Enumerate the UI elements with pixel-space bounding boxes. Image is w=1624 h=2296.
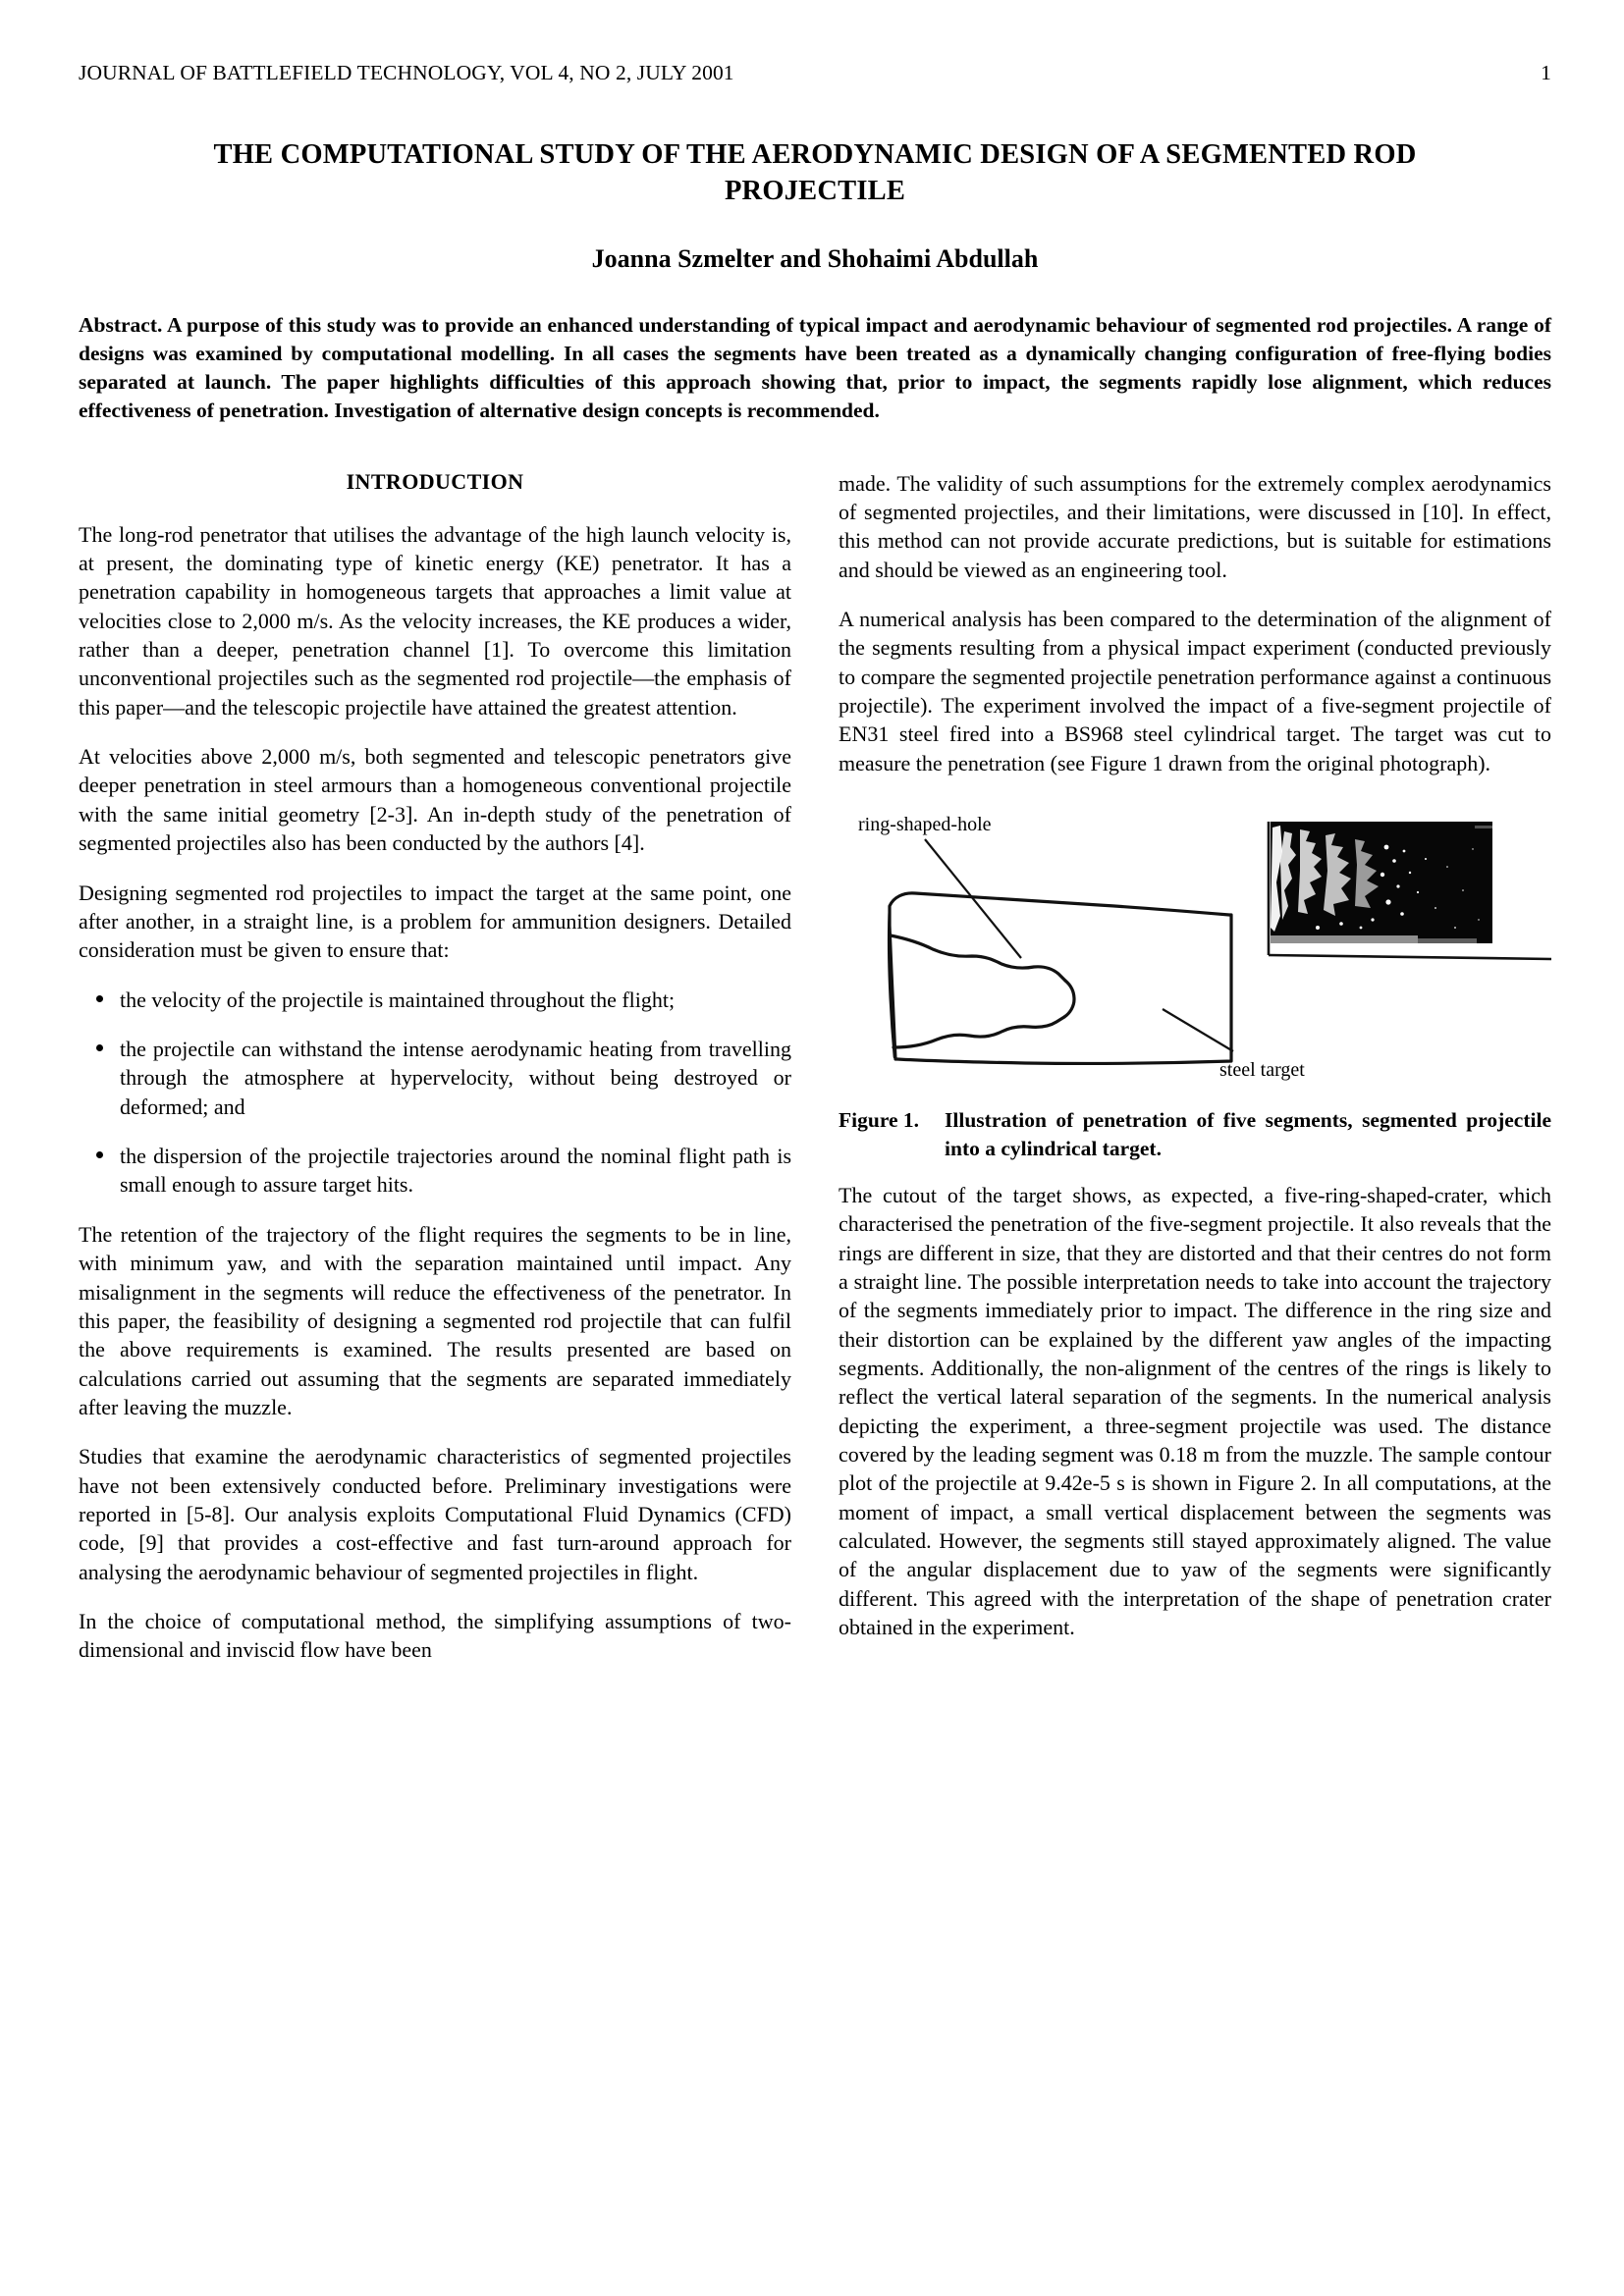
- figure-caption-number: Figure 1.: [839, 1108, 920, 1133]
- figure-label-ring-shaped-hole: ring-shaped-hole: [858, 814, 992, 836]
- page-number: 1: [1541, 61, 1551, 84]
- paragraph: Studies that examine the aerodynamic characteristics of segmented projectiles have not been extensively conducted before. Preliminary investigations were reported in [5-8]. Our analysis exploits Computational Fluid Dynamics (CFD) code, [9] that provides a cost-effective and fast turn-around approach for analysing the aerodynamic behaviour of segmented projectiles in flight.: [79, 1444, 791, 1584]
- figure-label-steel-target: steel target: [1219, 1059, 1305, 1082]
- requirements-bullet-list: [79, 986, 791, 1200]
- paragraph: The retention of the trajectory of the flight requires the segments to be in line, with minimum yaw, and with the separation maintained until impact. Any misalignment in the segments will reduce the effectiveness of the penetrator. In this paper, the feasibility of designing a segmented rod projectile that can fulfil the above requirements is examined. The results presented are based on calculations carried out assuming that the segments are separated immediately after leaving the muzzle.: [79, 1221, 791, 1419]
- list-item: [79, 986, 791, 1014]
- penetration-photograph-inset: [1271, 822, 1492, 943]
- bullet-dot-icon: [96, 1044, 103, 1051]
- figure-1-artwork: [839, 798, 1551, 1093]
- two-column-body: [79, 469, 1551, 1665]
- paragraph: A numerical analysis has been compared to the determination of the alignment of the segments resulting from a physical impact experiment (conducted previously to compare the segmented projectile penetration performance against a continuous projectile). The experiment involved the impact of a five-segment projectile of EN31 steel fired into a BS968 steel cylindrical target. The target was cut to measure the penetration (see Figure 1 drawn from the original photograph).: [839, 607, 1551, 775]
- paragraph: The cutout of the target shows, as expected, a five-ring-shaped-crater, which characterised the penetration of the five-segment projectile. It also reveals that the rings are different in size, that they are distorted and that their centres do not form a straight line. The possible interpretation needs to take into account the trajectory of the segments immediately prior to impact. The difference in the ring size and their distortion can be explained by the different yaw angles of the impacting segments. Additionally, the non-alignment of the centres of the rings is likely to reflect the vertical lateral separation of the segments. In the numerical analysis depicting the experiment, a three-segment projectile was used. The distance covered by the leading segment was 0.18 m from the muzzle. The sample contour plot of the projectile at 9.42e-5 s is shown in Figure 2. In all computations, at the moment of impact, a small vertical displacement between the segments was calculated. However, the segments still stayed approximately aligned. The value of the angular displacement due to yaw of the segments were significantly different. This agreed with the interpretation of the shape of penetration crater obtained in the experiment.: [839, 1182, 1551, 1640]
- right-column: [839, 469, 1551, 1642]
- list-item: [79, 1142, 791, 1200]
- paragraph: made. The validity of such assumptions for the extremely complex aerodynamics of segmented projectiles, and their limitations, were discussed in [10]. In effect, this method can not provide accurate predictions, but is suitable for estimations and should be viewed as an engineering tool.: [839, 470, 1551, 582]
- figure-1-caption: [839, 1106, 1551, 1163]
- running-head-journal: JOURNAL OF BATTLEFIELD TECHNOLOGY, VOL 4, NO 2, JULY 2001: [79, 61, 734, 84]
- list-item: [79, 1035, 791, 1121]
- author-list: Joanna Szmelter and Shohaimi Abdullah: [591, 244, 1039, 274]
- paragraph: At velocities above 2,000 m/s, both segmented and telescopic penetrators give deeper penetration in steel armours than a homogeneous conventional projectile with the same initial geometry [2-3]. An in-depth study of the penetration of segmented projectiles also has been conducted by the authors [4].: [79, 744, 791, 856]
- abstract: Abstract. A purpose of this study was to provide an enhanced understanding of typical impact and aerodynamic behaviour of segmented rod projectiles. A range of designs was examined by computational modelling. In all cases the segments have been treated as a dynamically changing configuration of free-flying bodies separated at launch. The paper highlights difficulties of this approach showing that, prior to impact, the segments rapidly lose alignment, which reduces effectiveness of penetration. Investigation of alternative design concepts is recommended.: [79, 313, 1551, 423]
- figure-caption-text: Illustration of penetration of five segments, segmented projectile into a cylindrical target.: [945, 1108, 1551, 1160]
- list-item-label: the projectile can withstand the intense aerodynamic heating from travelling through the atmosphere at hypervelocity, without being destroyed or deformed; and: [120, 1036, 791, 1119]
- paragraph: The long-rod penetrator that utilises the advantage of the high launch velocity is, at present, the dominating type of kinetic energy (KE) penetrator. It has a penetration capability in homogeneous targets that approaches a limit value at velocities close to 2,000 m/s. As the velocity increases, the KE produces a wider, rather than a deeper, penetration channel [1]. To overcome this limitation unconventional projectiles such as the segmented rod projectile—the emphasis of this paper—and the telescopic projectile have attained the greatest attention.: [79, 521, 791, 720]
- photo-speckle-texture: [1271, 822, 1492, 943]
- paper-title: THE COMPUTATIONAL STUDY OF THE AERODYNAMIC DESIGN OF A SEGMENTED ROD PROJECTILE: [213, 139, 1417, 207]
- paragraph: In the choice of computational method, the simplifying assumptions of two-dimensional and inviscid flow have been: [79, 1609, 791, 1663]
- list-item-label: the velocity of the projectile is maintained throughout the flight;: [120, 987, 676, 1012]
- running-head: [79, 61, 1551, 85]
- section-heading-introduction: INTRODUCTION: [346, 468, 524, 494]
- paragraph: Designing segmented rod projectiles to impact the target at the same point, one after another, in a straight line, is a problem for ammunition designers. Detailed consideration must be given to ensure that:: [79, 880, 791, 963]
- left-column: [79, 469, 791, 1665]
- bullet-dot-icon: [96, 995, 103, 1002]
- list-item-label: the dispersion of the projectile trajectories around the nominal flight path is small enough to assure target hits.: [120, 1144, 791, 1198]
- figure-1: [839, 798, 1551, 1163]
- bullet-dot-icon: [96, 1151, 103, 1158]
